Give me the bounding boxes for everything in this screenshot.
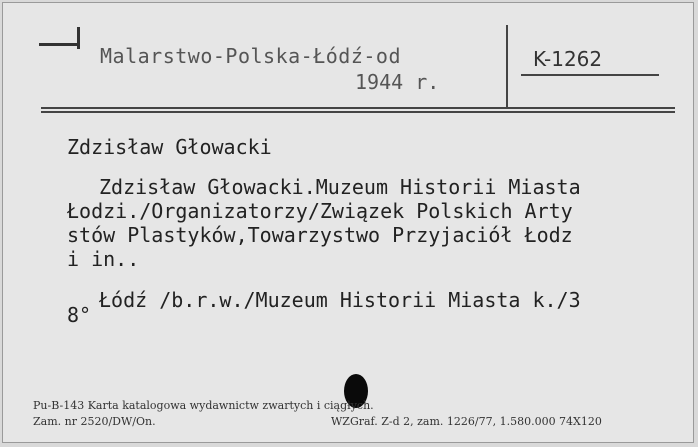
footer-form-line: Pu-B-143 Karta katalogowa wydawnictw zwartych i ciągłych. (33, 399, 374, 412)
header-mark (39, 43, 77, 46)
catalog-card (2, 2, 694, 443)
header-mark-vertical (77, 27, 80, 49)
header-rule (41, 107, 675, 113)
header-divider (506, 25, 508, 107)
entry-body-line: i in.. (67, 247, 140, 271)
entry-heading: Zdzisław Głowacki (67, 135, 272, 159)
call-number: K-1262 (533, 47, 603, 71)
entry-body-line: Zdzisław Głowacki.Muzeum Historii Miasta (99, 175, 581, 199)
subject-heading-line2: 1944 r. (355, 70, 440, 94)
imprint-line: Łódź /b.r.w./Muzeum Historii Miasta k./3 (99, 288, 581, 312)
call-number-underline (521, 74, 659, 76)
format-size: 8° (67, 303, 92, 327)
footer-order-number: Zam. nr 2520/DW/On. (33, 415, 156, 428)
footer-printer-info: WZGraf. Z-d 2, zam. 1226/77, 1.580.000 74X120 (331, 415, 602, 428)
entry-body-line: Łodzi./Organizatorzy/Związek Polskich Arty (67, 199, 573, 223)
entry-body-line: stów Plastyków,Towarzystwo Przyjaciół Łodz (67, 223, 573, 247)
subject-heading-line1: Malarstwo-Polska-Łódź-od (100, 44, 401, 68)
